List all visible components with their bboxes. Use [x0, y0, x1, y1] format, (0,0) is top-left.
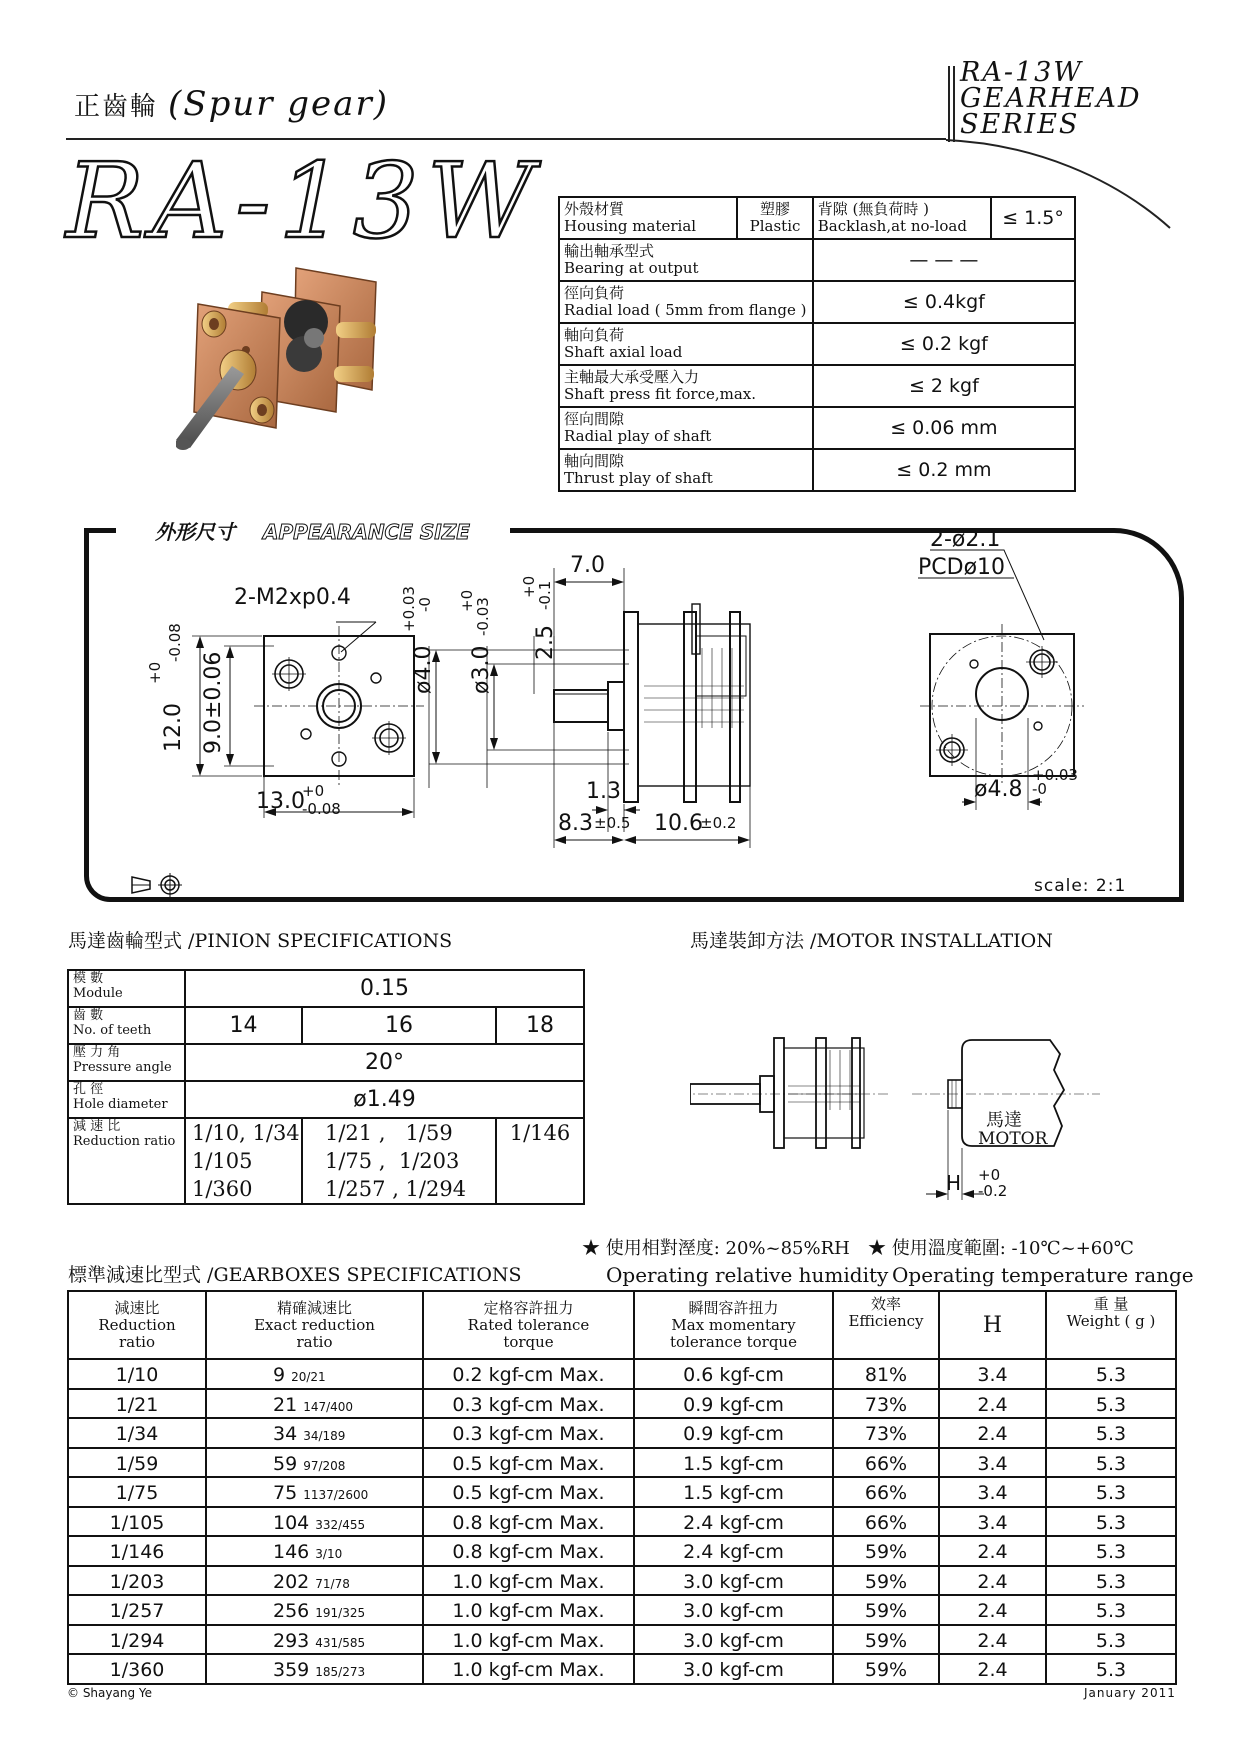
cell-efficiency: 73%	[833, 1389, 939, 1419]
pinion-label	[68, 1044, 185, 1081]
spec-value: ≤ 0.4kgf	[813, 281, 1075, 323]
dim-l13: 1.3	[586, 779, 621, 804]
exact-integer: 34	[273, 1423, 298, 1446]
cell-exact	[206, 1418, 423, 1448]
pinion-table	[67, 969, 585, 1205]
spec-label-cjk: 軸向間隙	[564, 452, 625, 470]
h-tol-dn: -0.2	[978, 1182, 1008, 1200]
spec-value-en: Plastic	[749, 217, 801, 235]
col-header	[833, 1291, 939, 1359]
spec-label-cjk: 外殼材質	[564, 200, 625, 218]
cell-max: 2.4 kgf-cm	[634, 1536, 833, 1566]
cell-exact	[206, 1448, 423, 1478]
table-row	[68, 1595, 1176, 1625]
dim-pcd: PCDø10	[918, 555, 1006, 580]
dim-d3-tol-dn: -0.03	[474, 597, 492, 636]
spec-label-en: Backlash,at no-load	[817, 217, 967, 235]
cell-ratio: 1/146	[68, 1536, 206, 1566]
spec-row	[559, 239, 1075, 281]
cell-rated: 0.5 kgf-cm Max.	[423, 1477, 634, 1507]
col-header-cjk: 效率	[870, 1295, 901, 1313]
spec-value: ≤ 0.2 mm	[813, 449, 1075, 491]
spec-label	[559, 197, 737, 239]
col-header	[206, 1291, 423, 1359]
gearbox-heading: 標準減速比型式 /GEARBOXES SPECIFICATIONS	[68, 1264, 522, 1286]
series-line: GEARHEAD	[960, 83, 1142, 114]
cell-rated: 1.0 kgf-cm Max.	[423, 1566, 634, 1596]
cell-ratio: 1/257	[68, 1595, 206, 1625]
exact-integer: 75	[273, 1482, 298, 1505]
table-row	[68, 1477, 1176, 1507]
dim-d3-tol-up: +0	[458, 589, 476, 612]
cell-weight: 5.3	[1046, 1418, 1176, 1448]
cell-max: 0.6 kgf-cm	[634, 1359, 833, 1389]
cell-max: 3.0 kgf-cm	[634, 1654, 833, 1684]
exact-fraction: 191/325	[315, 1606, 366, 1621]
temperature-en: Operating temperature range	[892, 1263, 1194, 1287]
cell-ratio: 1/105	[68, 1507, 206, 1537]
cell-rated: 1.0 kgf-cm Max.	[423, 1625, 634, 1655]
cell-weight: 5.3	[1046, 1595, 1176, 1625]
pinion-label-en: Hole diameter	[73, 1097, 168, 1112]
col-header	[68, 1291, 206, 1359]
exact-integer: 293	[273, 1629, 310, 1652]
cell-max: 3.0 kgf-cm	[634, 1625, 833, 1655]
cell-efficiency: 59%	[833, 1625, 939, 1655]
dim-h12: 12.0	[161, 703, 186, 752]
cell-ratio: 1/75	[68, 1477, 206, 1507]
cell-max: 1.5 kgf-cm	[634, 1448, 833, 1478]
exact-integer: 146	[273, 1541, 310, 1564]
pinion-heading: 馬達齒輪型式 /PINION SPECIFICATIONS	[68, 930, 453, 952]
pinion-label-en: Pressure angle	[73, 1060, 172, 1075]
dim-d48-tol-up: +0.03	[1032, 766, 1078, 784]
dim-d4-tol-dn: -0	[416, 597, 434, 612]
cell-max: 0.9 kgf-cm	[634, 1389, 833, 1419]
cell-exact	[206, 1359, 423, 1389]
cell-ratio: 1/21	[68, 1389, 206, 1419]
cell-h: 2.4	[939, 1625, 1046, 1655]
cell-ratio: 1/34	[68, 1418, 206, 1448]
star-icon: ★	[868, 1238, 892, 1259]
exact-fraction: 97/208	[303, 1458, 346, 1473]
title-en: (Spur gear)	[168, 84, 389, 124]
pinion-label	[68, 1007, 185, 1044]
pinion-ratio: 1/146	[496, 1118, 584, 1204]
title-cjk: 正齒輪	[74, 92, 159, 122]
exact-fraction: 34/189	[303, 1429, 346, 1444]
spec-row	[559, 407, 1075, 449]
spec-label-en: Shaft axial load	[564, 343, 683, 361]
cell-max: 0.9 kgf-cm	[634, 1418, 833, 1448]
cell-max: 3.0 kgf-cm	[634, 1595, 833, 1625]
exact-integer: 9	[273, 1364, 286, 1387]
exact-fraction: 3/10	[315, 1547, 343, 1562]
table-row	[68, 1448, 1176, 1478]
spec-label-cjk: 徑向負荷	[564, 284, 625, 302]
series-bar	[948, 66, 950, 142]
date: January 2011	[1084, 1686, 1176, 1700]
dim-l83-tol: ±0.5	[594, 814, 631, 832]
pinion-value: 14	[185, 1007, 302, 1044]
cell-exact	[206, 1536, 423, 1566]
projection-icon	[130, 873, 184, 897]
exact-fraction: 332/455	[315, 1517, 366, 1532]
spec-row	[559, 197, 1075, 239]
col-header	[1046, 1291, 1176, 1359]
cell-h: 2.4	[939, 1595, 1046, 1625]
cell-h: 2.4	[939, 1418, 1046, 1448]
cell-exact	[206, 1654, 423, 1684]
col-header-en: Weight ( g )	[1066, 1312, 1156, 1330]
pinion-label-cjk: 壓 力 角	[73, 1045, 121, 1060]
cell-weight: 5.3	[1046, 1654, 1176, 1684]
exact-integer: 202	[273, 1570, 310, 1593]
page-title	[74, 84, 389, 124]
cell-ratio: 1/360	[68, 1654, 206, 1684]
spec-value: ≤ 0.06 mm	[813, 407, 1075, 449]
dim-d25-tol-up: +0	[520, 575, 538, 598]
cell-max: 3.0 kgf-cm	[634, 1566, 833, 1596]
spec-value: — — —	[813, 239, 1075, 281]
cell-efficiency: 73%	[833, 1418, 939, 1448]
series-bar	[953, 66, 955, 142]
temperature-note	[868, 1236, 1194, 1288]
pinion-label-cjk: 孔 徑	[73, 1082, 104, 1097]
pinion-ratio: 1/21 , 1/59 1/75 , 1/203 1/257 , 1/294	[302, 1118, 496, 1204]
cell-rated: 0.8 kgf-cm Max.	[423, 1536, 634, 1566]
spec-label	[559, 407, 813, 449]
scale-label: scale: 2:1	[1034, 876, 1127, 896]
cell-efficiency: 59%	[833, 1536, 939, 1566]
spec-label-cjk: 輸出軸承型式	[564, 242, 655, 260]
h-label: H	[946, 1171, 962, 1195]
spec-label-en: Thrust play of shaft	[564, 469, 713, 487]
col-header-cjk: 定格容許扭力	[483, 1298, 574, 1317]
spec-label-cjk: 徑向間隙	[564, 410, 625, 428]
dim-d4-tol-up: +0.03	[400, 586, 418, 632]
dim-d3: ø3.0	[469, 645, 494, 694]
cell-h: 3.4	[939, 1507, 1046, 1537]
spec-table	[558, 196, 1076, 492]
pinion-label-en: No. of teeth	[73, 1023, 152, 1038]
gearbox-body	[68, 1359, 1176, 1684]
installation-heading: 馬達裝卸方法 /MOTOR INSTALLATION	[690, 930, 1053, 952]
dim-h9: 9.0±0.06	[201, 651, 226, 754]
cell-exact	[206, 1625, 423, 1655]
cell-h: 2.4	[939, 1536, 1046, 1566]
cell-exact	[206, 1477, 423, 1507]
spec-label-en: Shaft press fit force,max.	[564, 385, 757, 403]
exact-integer: 256	[273, 1600, 310, 1623]
spec-label-en: Housing material	[564, 217, 697, 235]
col-header-cjk: 精確減速比	[276, 1298, 352, 1317]
dim-holes: 2-ø2.1	[930, 528, 1001, 552]
pinion-label	[68, 1118, 185, 1204]
cell-h: 3.4	[939, 1359, 1046, 1389]
humidity-note	[582, 1236, 888, 1288]
model-number: RA-13W	[66, 140, 542, 262]
cell-efficiency: 66%	[833, 1448, 939, 1478]
series-line: RA-13W	[960, 57, 1084, 88]
cell-h: 3.4	[939, 1448, 1046, 1478]
dim-l7: 7.0	[570, 553, 605, 578]
cell-weight: 5.3	[1046, 1477, 1176, 1507]
dim-l83: 8.3	[558, 811, 593, 836]
spec-label	[559, 281, 813, 323]
spec-row	[559, 323, 1075, 365]
spec-label	[813, 197, 991, 239]
dim-w13-tol-dn: -0.08	[302, 800, 341, 818]
pinion-label-cjk: 模 數	[73, 971, 104, 986]
pinion-value: 16	[302, 1007, 496, 1044]
exact-fraction: 185/273	[315, 1665, 366, 1680]
cell-rated: 0.3 kgf-cm Max.	[423, 1389, 634, 1419]
dim-h12-tol-dn: -0.08	[166, 623, 184, 662]
temperature-cjk: 使用溫度範圍: -10℃~+60℃	[891, 1238, 1134, 1259]
spec-value: ≤ 0.2 kgf	[813, 323, 1075, 365]
cell-exact	[206, 1566, 423, 1596]
cell-weight: 5.3	[1046, 1536, 1176, 1566]
spec-row	[559, 281, 1075, 323]
star-icon: ★	[582, 1238, 606, 1259]
product-photo	[176, 262, 436, 488]
cell-efficiency: 81%	[833, 1359, 939, 1389]
cell-exact	[206, 1507, 423, 1537]
dim-d25-tol-dn: -0.1	[536, 580, 554, 610]
spec-value: ≤ 1.5°	[991, 197, 1075, 239]
col-header-en: Reduction ratio	[98, 1315, 176, 1351]
spec-row	[559, 449, 1075, 491]
cell-weight: 5.3	[1046, 1359, 1176, 1389]
spec-value: ≤ 2 kgf	[813, 365, 1075, 407]
exact-fraction: 71/78	[315, 1576, 350, 1591]
cell-ratio: 1/59	[68, 1448, 206, 1478]
spec-label	[559, 323, 813, 365]
pinion-row	[68, 970, 584, 1007]
pinion-row	[68, 1007, 584, 1044]
humidity-cjk: 使用相對溼度: 20%~85%RH	[605, 1238, 850, 1259]
cell-rated: 0.5 kgf-cm Max.	[423, 1448, 634, 1478]
dim-l106-tol: ±0.2	[700, 814, 737, 832]
cell-h: 2.4	[939, 1389, 1046, 1419]
cell-rated: 1.0 kgf-cm Max.	[423, 1595, 634, 1625]
spec-label	[559, 239, 813, 281]
col-header-cjk: 減速比	[114, 1298, 160, 1317]
col-header-en: Max momentary tolerance torque	[670, 1315, 797, 1351]
col-header-en: Rated tolerance torque	[467, 1315, 590, 1351]
table-row	[68, 1625, 1176, 1655]
spec-value-cjk: 塑膠	[760, 200, 791, 218]
dim-d25: 2.5	[533, 625, 558, 660]
pinion-row	[68, 1081, 584, 1118]
gearbox-header-row	[68, 1291, 1176, 1359]
spec-label-cjk: 軸向負荷	[564, 326, 625, 344]
cell-weight: 5.3	[1046, 1448, 1176, 1478]
cell-h: 2.4	[939, 1654, 1046, 1684]
cell-efficiency: 59%	[833, 1595, 939, 1625]
pinion-label-cjk: 減 速 比	[73, 1119, 121, 1134]
cell-exact	[206, 1595, 423, 1625]
pinion-ratio: 1/10, 1/34 1/105 1/360	[185, 1118, 302, 1204]
cell-ratio: 1/10	[68, 1359, 206, 1389]
cell-rated: 0.8 kgf-cm Max.	[423, 1507, 634, 1537]
col-header-cjk: 重 量	[1093, 1295, 1129, 1313]
pinion-row	[68, 1044, 584, 1081]
exact-integer: 359	[273, 1659, 310, 1682]
cell-h: 3.4	[939, 1477, 1046, 1507]
table-row	[68, 1418, 1176, 1448]
spec-label-en: Radial load ( 5mm from flange )	[564, 301, 807, 319]
dim-m2: 2-M2xp0.4	[234, 585, 351, 610]
cell-weight: 5.3	[1046, 1507, 1176, 1537]
table-row	[68, 1536, 1176, 1566]
motor-label-cjk: 馬達	[986, 1110, 1022, 1131]
cell-weight: 5.3	[1046, 1625, 1176, 1655]
dim-h12-tol-up: +0	[146, 661, 164, 684]
cell-weight: 5.3	[1046, 1389, 1176, 1419]
pinion-label-cjk: 齒 數	[73, 1008, 104, 1023]
gearbox-table	[67, 1290, 1177, 1685]
col-header-h: H	[939, 1291, 1046, 1359]
table-row	[68, 1359, 1176, 1389]
cell-max: 2.4 kgf-cm	[634, 1507, 833, 1537]
dim-l106: 10.6	[654, 811, 703, 836]
pinion-label-en: Module	[73, 986, 123, 1001]
table-row	[68, 1507, 1176, 1537]
appearance-title-en: APPEARANCE SIZE	[263, 520, 470, 544]
col-header-cjk: 瞬間容許扭力	[688, 1298, 779, 1317]
spec-label-cjk: 主軸最大承受壓入力	[564, 368, 700, 386]
exact-fraction: 20/21	[291, 1370, 326, 1385]
series-line: SERIES	[960, 109, 1080, 140]
exact-fraction: 431/585	[315, 1635, 366, 1650]
spec-label-en: Radial play of shaft	[564, 427, 712, 445]
table-row	[68, 1654, 1176, 1684]
pinion-label-en: Reduction ratio	[73, 1134, 176, 1149]
spec-row	[559, 365, 1075, 407]
col-header-en: Exact reduction ratio	[254, 1315, 375, 1351]
dim-w13: 13.0	[256, 789, 305, 814]
cell-weight: 5.3	[1046, 1566, 1176, 1596]
appearance-drawing	[84, 528, 1184, 902]
col-header	[634, 1291, 833, 1359]
spec-value	[737, 197, 813, 239]
exact-fraction: 1137/2600	[303, 1488, 369, 1503]
cell-efficiency: 59%	[833, 1654, 939, 1684]
pinion-value: ø1.49	[185, 1081, 584, 1118]
h-tol-up: +0	[978, 1166, 1001, 1184]
cell-exact	[206, 1389, 423, 1419]
exact-integer: 104	[273, 1511, 310, 1534]
pinion-label	[68, 1081, 185, 1118]
col-header-en: Efficiency	[848, 1312, 924, 1330]
cell-max: 1.5 kgf-cm	[634, 1477, 833, 1507]
cell-ratio: 1/203	[68, 1566, 206, 1596]
pinion-value: 0.15	[185, 970, 584, 1007]
pinion-value: 18	[496, 1007, 584, 1044]
cell-rated: 0.3 kgf-cm Max.	[423, 1418, 634, 1448]
exact-fraction: 147/400	[303, 1399, 354, 1414]
cell-rated: 0.2 kgf-cm Max.	[423, 1359, 634, 1389]
series-label	[960, 57, 1142, 140]
cell-ratio: 1/294	[68, 1625, 206, 1655]
dim-d4: ø4.0	[411, 645, 436, 694]
cell-efficiency: 59%	[833, 1566, 939, 1596]
exact-integer: 59	[273, 1452, 298, 1475]
spec-label	[559, 449, 813, 491]
table-row	[68, 1389, 1176, 1419]
projection-symbol	[130, 873, 184, 903]
spec-label	[559, 365, 813, 407]
exact-integer: 21	[273, 1393, 298, 1416]
cell-efficiency: 66%	[833, 1477, 939, 1507]
cell-h: 2.4	[939, 1566, 1046, 1596]
motor-label-en: MOTOR	[978, 1129, 1048, 1149]
pinion-label	[68, 970, 185, 1007]
pinion-value: 20°	[185, 1044, 584, 1081]
cell-rated: 1.0 kgf-cm Max.	[423, 1654, 634, 1684]
table-row	[68, 1566, 1176, 1596]
dim-w13-tol-up: +0	[302, 782, 325, 800]
spec-label-cjk: 背隙 (無負荷時 )	[817, 200, 930, 218]
spec-label-en: Bearing at output	[564, 259, 699, 277]
pinion-row	[68, 1118, 584, 1204]
dim-d48-tol-dn: -0	[1032, 780, 1047, 798]
dim-d48: ø4.8	[974, 777, 1023, 802]
copyright: © Shayang Ye	[67, 1686, 153, 1700]
humidity-en: Operating relative humidity	[606, 1263, 889, 1287]
cell-efficiency: 66%	[833, 1507, 939, 1537]
installation-drawing	[690, 1030, 1110, 1220]
col-header	[423, 1291, 634, 1359]
appearance-title-cjk: 外形尺寸	[155, 520, 235, 544]
